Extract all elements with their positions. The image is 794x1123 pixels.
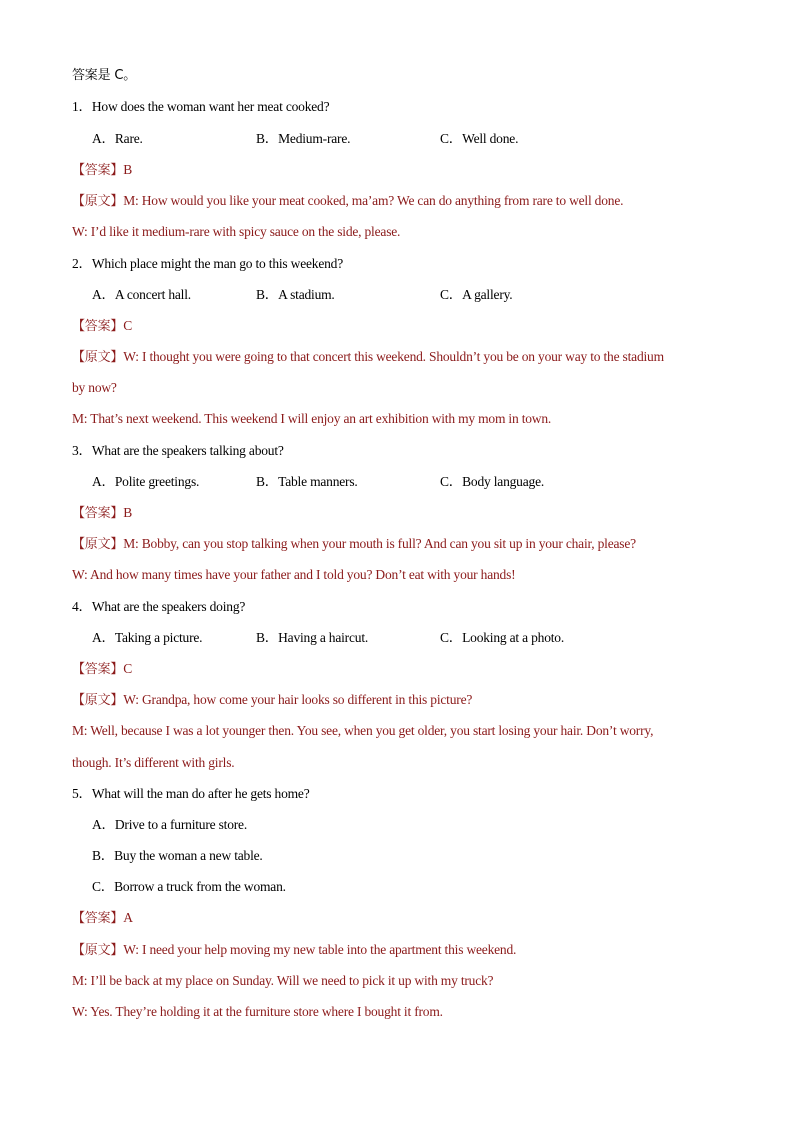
q3-option-b: B．Table manners. bbox=[256, 474, 358, 489]
q3-transcript-line-2: W: And how many times have your father and I told you? Don’t eat with your hands! bbox=[72, 567, 516, 582]
q1-option-c: C．Well done. bbox=[440, 131, 519, 146]
question-2: 2．Which place might the man go to this weekend? bbox=[72, 256, 344, 271]
q2-transcript-line-3: M: That’s next weekend. This weekend I will enjoy an art exhibition with my mom in town. bbox=[72, 411, 552, 426]
q4-option-b: B．Having a haircut. bbox=[256, 630, 369, 645]
q5-option-c: C．Borrow a truck from the woman. bbox=[92, 879, 286, 894]
answer-tag: 【答案】 bbox=[72, 163, 124, 178]
question-1: 1．How does the woman want her meat cooked? bbox=[72, 99, 330, 114]
q4-answer: C bbox=[123, 661, 133, 676]
q1-transcript-line-2: W: I’d like it medium-rare with spicy sauce on the side, please. bbox=[72, 224, 401, 239]
q5-transcript-line-2: M: I’ll be back at my place on Sunday. Will we need to pick it up with my truck? bbox=[72, 973, 494, 988]
q4-option-a: A．Taking a picture. bbox=[92, 630, 203, 645]
q2-transcript-line-1: 【原文】W: I thought you were going to that concert this weekend. Shouldn’t you be on your way to the stadium bbox=[72, 349, 664, 365]
answer-tag: 【答案】 bbox=[72, 506, 124, 521]
q3-transcript-line-1: 【原文】M: Bobby, can you stop talking when your mouth is full? And can you sit up in your chair, please? bbox=[72, 536, 636, 552]
transcript-tag: 【原文】 bbox=[72, 194, 124, 209]
q5-transcript-line-1: 【原文】W: I need your help moving my new table into the apartment this weekend. bbox=[72, 942, 517, 958]
q1-option-b: B．Medium-rare. bbox=[256, 131, 351, 146]
q2-answer: C bbox=[123, 318, 133, 333]
q3-answer: B bbox=[123, 505, 133, 520]
q5-answer: A bbox=[123, 910, 133, 925]
intro-line: 答案是 C。 bbox=[72, 68, 137, 83]
answer-tag: 【答案】 bbox=[72, 911, 124, 926]
q2-option-b: B．A stadium. bbox=[256, 287, 335, 302]
q2-answer-line bbox=[72, 318, 734, 335]
q3-option-c: C．Body language. bbox=[440, 474, 545, 489]
q4-option-c: C．Looking at a photo. bbox=[440, 630, 565, 645]
transcript-tag: 【原文】 bbox=[72, 350, 124, 365]
q5-answer-line bbox=[72, 910, 734, 927]
q4-answer-line bbox=[72, 661, 734, 678]
transcript-tag: 【原文】 bbox=[72, 537, 124, 552]
question-4: 4．What are the speakers doing? bbox=[72, 599, 246, 614]
q1-answer-line bbox=[72, 162, 734, 179]
q3-answer-line bbox=[72, 505, 734, 522]
q5-option-a: A．Drive to a furniture store. bbox=[92, 817, 248, 832]
q4-transcript-line-2: M: Well, because I was a lot younger then. You see, when you get older, you start losing your hair. Don’t worry, bbox=[72, 723, 654, 738]
q2-transcript-line-2: by now? bbox=[72, 380, 117, 395]
q1-answer: B bbox=[123, 162, 133, 177]
q5-option-b: B．Buy the woman a new table. bbox=[92, 848, 263, 863]
transcript-tag: 【原文】 bbox=[72, 943, 124, 958]
answer-tag: 【答案】 bbox=[72, 662, 124, 677]
q1-option-a: A．Rare. bbox=[92, 131, 143, 146]
q2-option-a: A．A concert hall. bbox=[92, 287, 191, 302]
answer-tag: 【答案】 bbox=[72, 319, 124, 334]
q3-option-a: A．Polite greetings. bbox=[92, 474, 200, 489]
question-3: 3．What are the speakers talking about? bbox=[72, 443, 284, 458]
question-5: 5．What will the man do after he gets home? bbox=[72, 786, 310, 801]
q4-transcript-line-3: though. It’s different with girls. bbox=[72, 755, 235, 770]
transcript-tag: 【原文】 bbox=[72, 693, 124, 708]
q5-transcript-line-3: W: Yes. They’re holding it at the furniture store where I bought it from. bbox=[72, 1004, 443, 1019]
q1-transcript-line-1: 【原文】M: How would you like your meat cooked, ma’am? We can do anything from rare to well done. bbox=[72, 193, 624, 209]
q2-option-c: C．A gallery. bbox=[440, 287, 513, 302]
q4-transcript-line-1: 【原文】W: Grandpa, how come your hair looks so different in this picture? bbox=[72, 692, 473, 708]
